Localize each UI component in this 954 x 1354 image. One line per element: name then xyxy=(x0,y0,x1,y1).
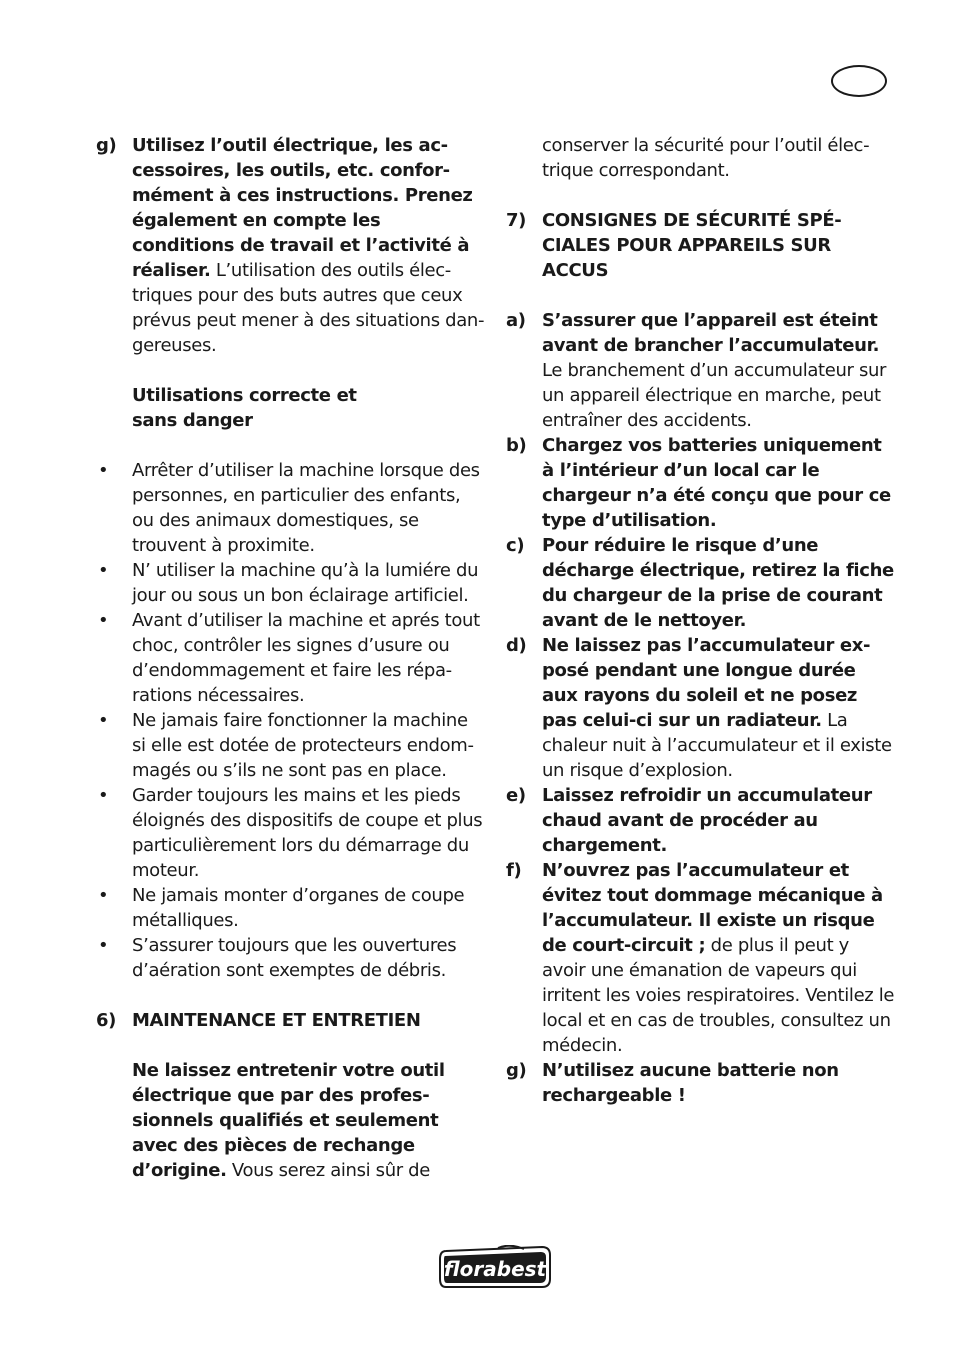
item-bold-text: Chargez vos batteries uniquement à l’intérieur d’un local car le chargeur n’a été conçu que pour ce type d’utilisation. xyxy=(542,435,891,531)
item-bold-text: Ne laissez pas l’accumulateur exposé pendant une longue durée aux rayons du soleil et ne posez pas celui-ci sur un radiateur. xyxy=(542,635,871,731)
section-7-heading xyxy=(506,208,896,283)
item-text: Le branchement d’un accumulateur sur un appareil électrique en marche, peut entraîner des accidents. xyxy=(542,360,887,431)
bullet-text: Arrêter d’utiliser la machine lorsque des personnes, en particulier des enfants, ou des animaux domestiques, se trouvent à proximite. xyxy=(132,460,480,556)
bullet-item xyxy=(96,608,486,708)
instruction-e xyxy=(506,783,896,858)
section-6-heading xyxy=(96,1008,486,1033)
bullet-symbol: • xyxy=(98,610,109,631)
bullet-item xyxy=(96,708,486,783)
bullet-symbol: • xyxy=(98,710,109,731)
instruction-g xyxy=(96,133,486,358)
bullet-item xyxy=(96,933,486,983)
item-label: g) xyxy=(506,1060,527,1081)
continuation-text: conserver la sécurité pour l’outil électrique correspondant. xyxy=(542,135,870,181)
instruction-a xyxy=(506,308,896,433)
section-number: 7) xyxy=(506,210,527,231)
paragraph-bold-text: Ne laissez entretenir votre outil électrique que par des professionnels qualifiés et seulement avec des pièces de rechange d’origine. xyxy=(132,1060,445,1181)
item-text: de plus il peut y avoir une émanation de vapeurs qui irritent les voies respiratoires. Ventilez le local et en cas de troubles, consultez un médecin. xyxy=(542,935,895,1056)
bullet-symbol: • xyxy=(98,460,109,481)
subheading-line-1: Utilisations correcte et xyxy=(132,385,357,406)
item-label: e) xyxy=(506,785,526,806)
subheading-line-2: sans danger xyxy=(132,410,253,431)
bullet-text: Avant d’utiliser la machine et aprés tout choc, contrôler les signes d’usure ou d’endommagement et faire les réparations nécessaires. xyxy=(132,610,480,706)
bullet-text: Garder toujours les mains et les pieds éloignés des dispositifs de coupe et plus particulièrement lors du démarrage du moteur. xyxy=(132,785,483,881)
right-column xyxy=(506,133,896,1108)
item-label: g) xyxy=(96,135,117,156)
instruction-b xyxy=(506,433,896,533)
item-label: a) xyxy=(506,310,526,331)
bullet-item xyxy=(96,783,486,883)
page-language-marker xyxy=(831,65,887,97)
instruction-d xyxy=(506,633,896,783)
item-label: f) xyxy=(506,860,522,881)
section-6-paragraph xyxy=(96,1058,486,1183)
bullet-item xyxy=(96,558,486,608)
item-label: b) xyxy=(506,435,527,456)
paragraph-text: Vous serez ainsi sûr de xyxy=(226,1160,430,1181)
bullet-text: Ne jamais faire fonctionner la machine si elle est dotée de protecteurs endommagés ou s’ils ne sont pas en place. xyxy=(132,710,474,781)
item-bold-text: Utilisez l’outil électrique, les accessoires, les outils, etc. conformément à ces instructions. Prenez également en compte les conditions de travail et l’activité à réaliser. xyxy=(132,135,473,281)
bullet-item xyxy=(96,458,486,558)
bullet-text: N’ utiliser la machine qu’à la lumiére du jour ou sous un bon éclairage artificiel. xyxy=(132,560,479,606)
item-bold-text: S’assurer que l’appareil est éteint avant de brancher l’accumulateur. xyxy=(542,310,880,356)
instruction-f xyxy=(506,858,896,1058)
item-label: c) xyxy=(506,535,525,556)
item-label: d) xyxy=(506,635,527,656)
section-number: 6) xyxy=(96,1010,117,1031)
item-bold-text: N’ouvrez pas l’accumulateur et évitez tout dommage mécanique à l’accumulateur. Il existe un risque de court-circuit ; xyxy=(542,860,883,956)
instruction-c xyxy=(506,533,896,633)
section-title: MAINTENANCE ET ENTRETIEN xyxy=(132,1010,421,1031)
bullet-symbol: • xyxy=(98,560,109,581)
bullet-symbol: • xyxy=(98,935,109,956)
instruction-g xyxy=(506,1058,896,1108)
subheading xyxy=(96,383,486,433)
item-text: La chaleur nuit à l’accumulateur et il existe un risque d’explosion. xyxy=(542,710,892,781)
item-bold-text: N’utilisez aucune batterie non rechargeable ! xyxy=(542,1060,839,1106)
bullet-symbol: • xyxy=(98,885,109,906)
bullet-item xyxy=(96,883,486,933)
bullet-text: S’assurer toujours que les ouvertures d’aération sont exemptes de débris. xyxy=(132,935,457,981)
logo-text: florabest xyxy=(443,1257,547,1281)
item-bold-text: Pour réduire le risque d’une décharge électrique, retirez la fiche du chargeur de la prise de courant avant de le nettoyer. xyxy=(542,535,894,631)
left-column xyxy=(96,133,486,1183)
bullet-symbol: • xyxy=(98,785,109,806)
florabest-logo xyxy=(438,1245,552,1289)
item-bold-text: Laissez refroidir un accumulateur chaud avant de procéder au chargement. xyxy=(542,785,872,856)
item-text: L’utilisation des outils électriques pour des buts autres que ceux prévus peut mener à des situations dangereuses. xyxy=(132,260,485,356)
section-title: CONSIGNES DE SÉCURITÉ SPÉCIALES POUR APPAREILS SUR ACCUS xyxy=(542,210,842,281)
bullet-text: Ne jamais monter d’organes de coupe métalliques. xyxy=(132,885,465,931)
